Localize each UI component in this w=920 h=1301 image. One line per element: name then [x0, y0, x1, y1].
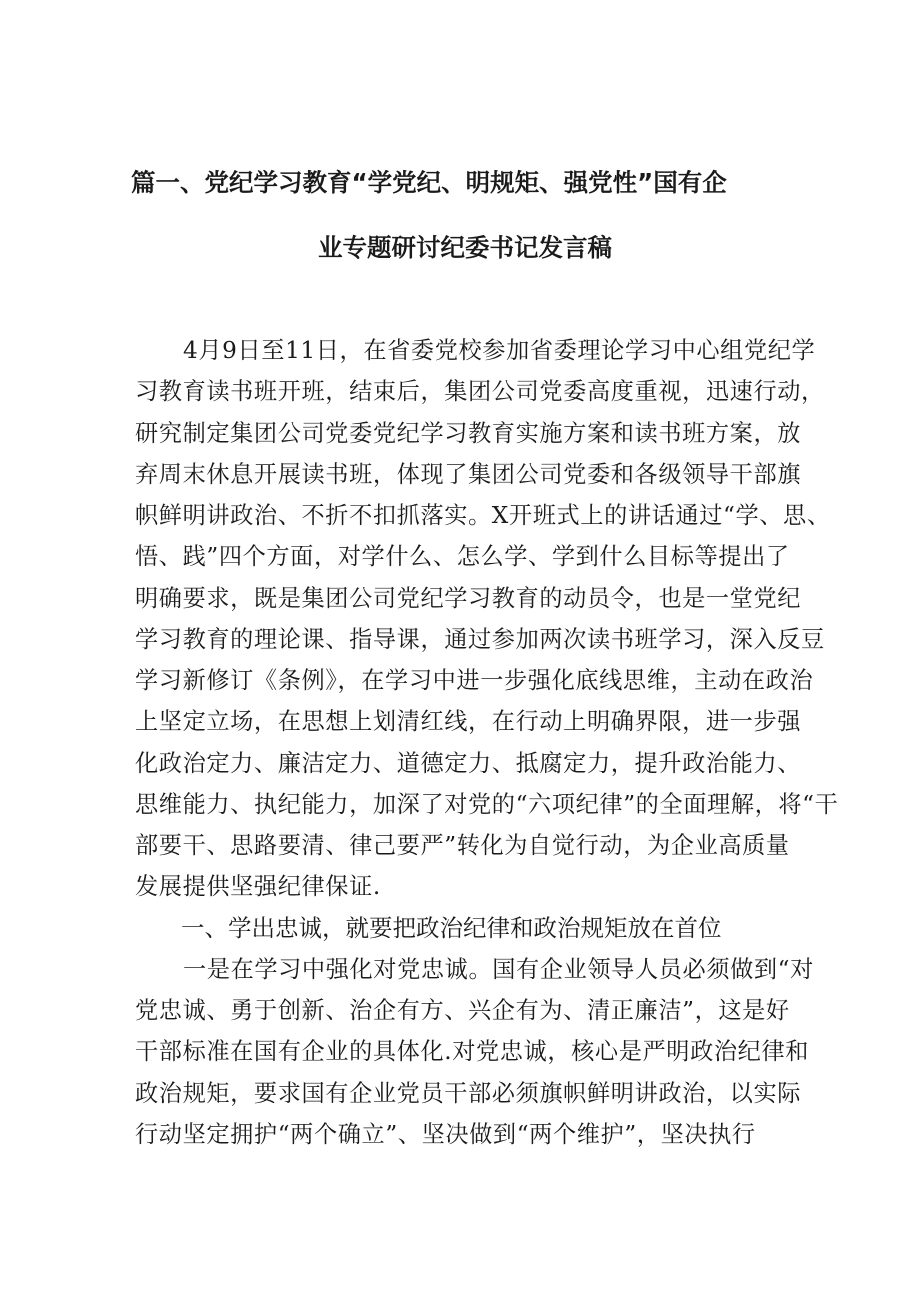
paragraph-line: 学习新修订《条例》，在学习中进一步强化底线思维，主动在政治 [135, 667, 814, 694]
document-title-line-2: 业专题研讨纪委书记发言稿 [318, 233, 612, 262]
paragraph-line: 学习教育的理论课、指导课，通过参加两次读书班学习，深入反豆 [135, 625, 825, 653]
paragraph-line: 习教育读书班开班，结束后，集团公司党委高度重视，迅速行动， [135, 378, 825, 406]
paragraph-line: 研究制定集团公司党委党纪学习教育实施方案和读书班方案，放 [135, 419, 802, 447]
paragraph-line: 党忠诚、勇于创新、治企有方、兴企有为、清正廉洁”，这是好 [135, 997, 790, 1024]
document-body [135, 330, 839, 1155]
paragraph-line: 部要干、思路要清、律己要严”转化为自觉行动，为企业高质量 [135, 832, 790, 859]
paragraph-line: 思维能力、执纪能力，加深了对党的“六项纪律”的全面理解，将“干 [135, 790, 839, 818]
paragraph-line: 行动坚定拥护“两个确立”、坚决做到“两个维护”，坚决执行 [135, 1120, 756, 1148]
paragraph-line: 帜鲜明讲政治、不折不扣抓落实。X开班式上的讲话通过“学、思、 [135, 502, 831, 529]
paragraph-line: 发展提供坚强纪律保证. [135, 873, 381, 901]
section-heading: 一、学出忠诚，就要把政治纪律和政治规矩放在首位 [181, 913, 722, 942]
paragraph-line: 化政治定力、廉洁定力、道德定力、抵腐定力，提升政治能力、 [135, 749, 802, 777]
paragraph-line: 干部标准在国有企业的具体化.对党忠诚，核心是严明政治纪律和 [135, 1038, 810, 1066]
document-title-line-1: 篇一、党纪学习教育“学党纪、明规矩、强党性”国有企 [131, 168, 727, 197]
paragraph-line: 悟、践”四个方面，对学什么、怎么学、学到什么目标等提出了 [135, 543, 790, 571]
paragraph-line: 明确要求，既是集团公司党纪学习教育的动员令，也是一堂党纪 [135, 584, 802, 612]
paragraph-line: 政治规矩，要求国有企业党员干部必须旗帜鲜明讲政治，以实际 [135, 1079, 802, 1107]
paragraph-line: 4月9日至11日，在省委党校参加省委理论学习中心组党纪学 [183, 337, 816, 364]
paragraph-line: 上坚定立场，在思想上划清红线，在行动上明确界限，进一步强 [135, 708, 802, 736]
paragraph-2 [135, 949, 814, 1155]
paragraph-line: 弃周末休息开展读书班，体现了集团公司党委和各级领导干部旗 [135, 460, 802, 488]
paragraph-1 [135, 330, 839, 908]
paragraph-line: 一是在学习中强化对党忠诚。国有企业领导人员必须做到“对 [183, 955, 814, 983]
